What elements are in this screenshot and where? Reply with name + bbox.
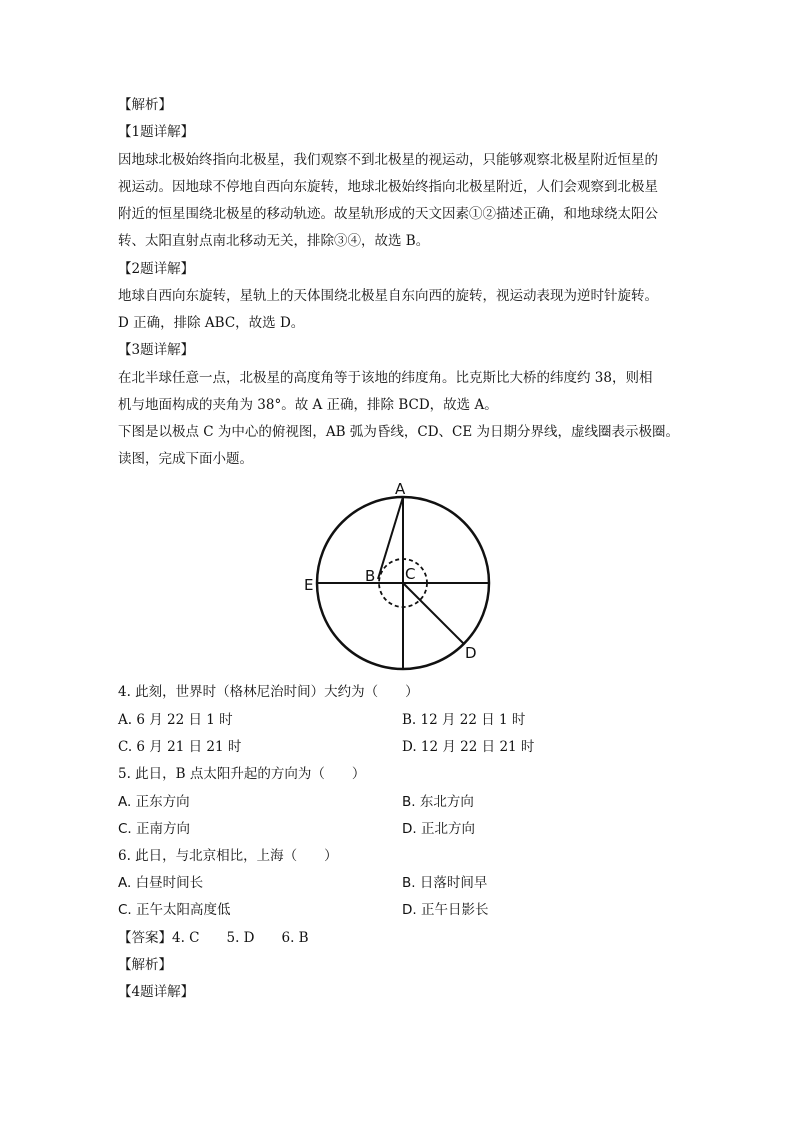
label-A: A — [395, 480, 406, 498]
polar-diagram — [296, 478, 506, 678]
q4-option-a[interactable]: A. 6 月 22 日 1 时 — [118, 712, 233, 728]
q2-text-line-1: 地球自西向东旋转，星轨上的天体围绕北极星自东向西的旋转，视运动表现为逆时针旋转。 — [118, 288, 658, 304]
analysis-heading: 【解析】 — [118, 97, 172, 113]
q5-option-c[interactable]: C. 正南方向 — [118, 821, 191, 837]
q4-detail-heading: 【4题详解】 — [118, 984, 195, 1000]
q5-stem: 5. 此日，B 点太阳升起的方向为（ ） — [118, 766, 366, 782]
q3-heading: 【3题详解】 — [118, 342, 195, 358]
answer-line: 【答案】4. C 5. D 6. B — [118, 930, 309, 946]
label-C: C — [405, 565, 416, 583]
q4-option-b[interactable]: B. 12 月 22 日 1 时 — [402, 712, 526, 728]
q4-option-c[interactable]: C. 6 月 21 日 21 时 — [118, 739, 242, 755]
q1-heading: 【1题详解】 — [118, 124, 195, 140]
label-E: E — [304, 576, 314, 594]
q3-text-line-1: 在北半球任意一点，北极星的高度角等于该地的纬度角。比克斯比大桥的纬度约 38，则相 — [118, 370, 653, 386]
arc-AB — [378, 497, 403, 579]
q5-option-a[interactable]: A. 正东方向 — [118, 794, 190, 810]
intro-line-2: 读图，完成下面小题。 — [118, 451, 253, 467]
q1-text-line-3: 附近的恒星围绕北极星的移动轨迹。故星轨形成的天文因素①②描述正确，和地球绕太阳公 — [118, 206, 658, 222]
q5-option-b[interactable]: B. 东北方向 — [402, 794, 474, 810]
q6-option-d[interactable]: D. 正午日影长 — [402, 902, 489, 918]
label-B: B — [365, 567, 376, 585]
q6-option-c[interactable]: C. 正午太阳高度低 — [118, 902, 231, 918]
q2-heading: 【2题详解】 — [118, 261, 195, 277]
label-D: D — [465, 644, 477, 662]
q2-text-line-2: D 正确，排除 ABC，故选 D。 — [118, 315, 305, 331]
q6-option-a[interactable]: A. 白昼时间长 — [118, 875, 204, 891]
q1-text-line-2: 视运动。因地球不停地自西向东旋转，地球北极始终指向北极星附近，人们会观察到北极星 — [118, 179, 658, 195]
q4-option-d[interactable]: D. 12 月 22 日 21 时 — [402, 739, 535, 755]
q6-option-b[interactable]: B. 日落时间早 — [402, 875, 488, 891]
q1-text-line-4: 转、太阳直射点南北移动无关，排除③④，故选 B。 — [118, 233, 430, 249]
q5-option-d[interactable]: D. 正北方向 — [402, 821, 475, 837]
analysis2-heading: 【解析】 — [118, 957, 172, 973]
intro-line-1: 下图是以极点 C 为中心的俯视图，AB 弧为昏线，CD、CE 为日期分界线，虚线圈表示极圈。 — [118, 424, 680, 440]
q3-text-line-2: 机与地面构成的夹角为 38°。故 A 正确，排除 BCD，故选 A。 — [118, 397, 498, 413]
q6-stem: 6. 此日，与北京相比，上海（ ） — [118, 848, 338, 864]
q1-text-line-1: 因地球北极始终指向北极星，我们观察不到北极星的视运动，只能够观察北极星附近恒星的 — [118, 152, 658, 168]
q4-stem: 4. 此刻，世界时（格林尼治时间）大约为（ ） — [118, 684, 419, 700]
line-CD — [403, 583, 464, 644]
